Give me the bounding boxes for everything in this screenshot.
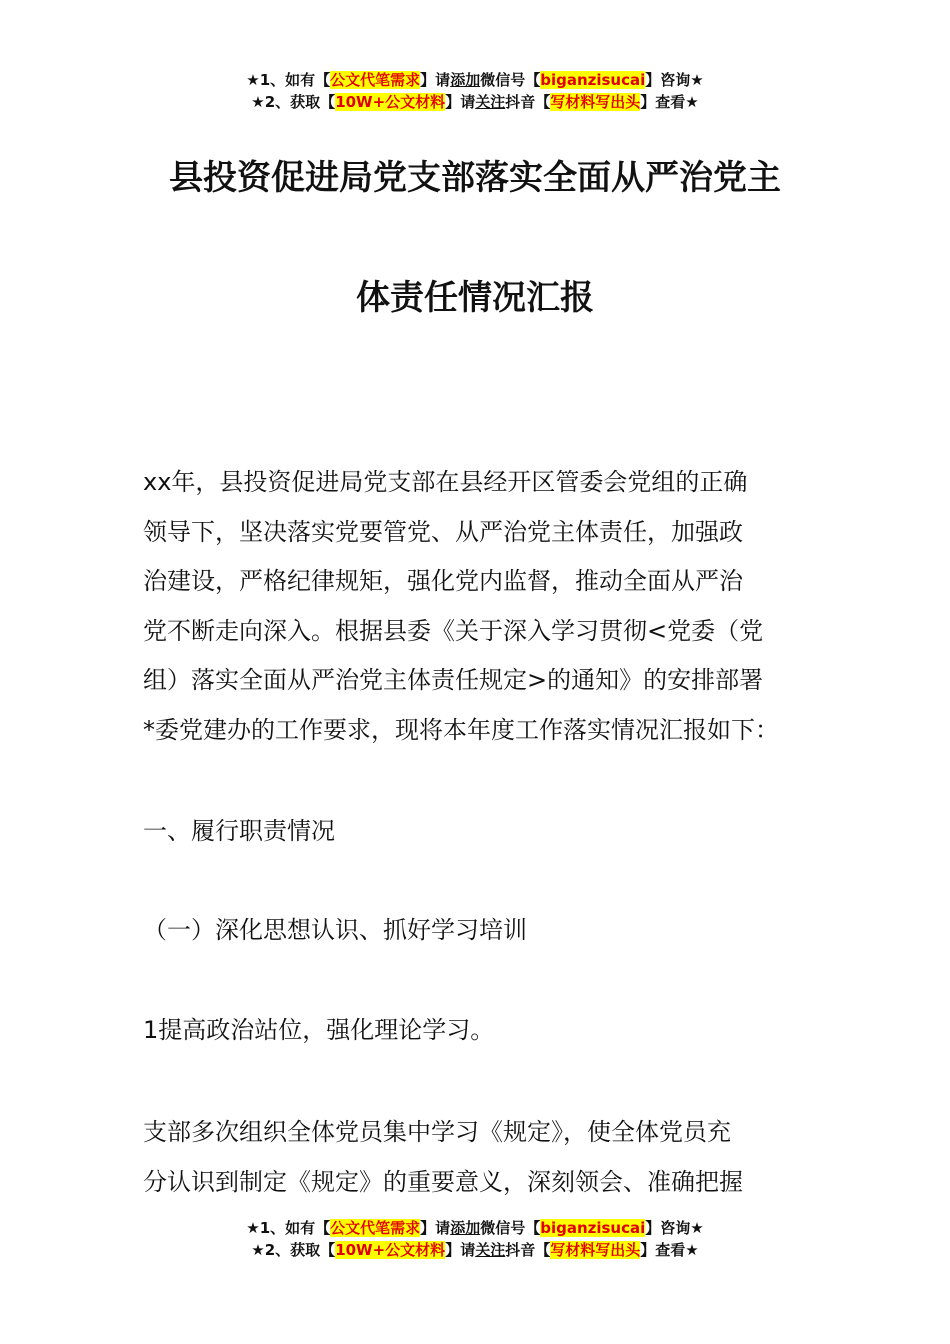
paragraph-line: 党不断走向深入。根据县委《关于深入学习贯彻<党委（党: [143, 616, 764, 645]
banner-highlight: 写材料写出头: [550, 93, 641, 111]
banner-text: ★2、获取【: [251, 93, 336, 111]
banner-underlined: 添加: [450, 71, 481, 89]
banner-text: 】请: [445, 1241, 476, 1259]
section-heading: 一、履行职责情况: [143, 817, 335, 845]
banner-text: 】查看★: [640, 93, 699, 111]
intro-paragraph: [143, 458, 813, 756]
banner-text: 】请: [420, 1219, 451, 1237]
banner-underlined: 添加: [450, 1219, 481, 1237]
document-title-line-1: 县投资促进局党支部落实全面从严治党主: [169, 158, 781, 198]
banner-text: 抖音【: [505, 93, 551, 111]
banner-underlined: 关注: [475, 1241, 506, 1259]
item-heading: 1提高政治站位，强化理论学习。: [143, 1016, 495, 1044]
footer-banner: [0, 1217, 950, 1261]
banner-text: 】咨询★: [645, 1219, 704, 1237]
banner-text: 微信号【: [480, 71, 541, 89]
banner-highlight: 10W+公文材料: [335, 93, 446, 111]
banner-highlight: biganzisucai: [540, 1219, 646, 1237]
paragraph-line: 分认识到制定《规定》的重要意义，深刻领会、准确把握: [143, 1167, 743, 1196]
banner-highlight: 公文代笔需求: [330, 1219, 421, 1237]
banner-text: 】查看★: [640, 1241, 699, 1259]
banner-highlight: 10W+公文材料: [335, 1241, 446, 1259]
banner-line-2: [0, 1239, 950, 1261]
paragraph-line: 领导下，坚决落实党要管党、从严治党主体责任，加强政: [143, 517, 743, 546]
banner-text: 微信号【: [480, 1219, 541, 1237]
paragraph-line: 组）落实全面从严治党主体责任规定>的通知》的安排部署: [143, 666, 764, 695]
banner-line-1: [0, 1217, 950, 1239]
paragraph-line: 支部多次组织全体党员集中学习《规定》，使全体党员充: [143, 1118, 731, 1146]
body-paragraph: [143, 1108, 813, 1207]
banner-highlight: 公文代笔需求: [330, 71, 421, 89]
banner-highlight: biganzisucai: [540, 71, 646, 89]
banner-text: ★1、如有【: [246, 1219, 331, 1237]
paragraph-line: *委党建办的工作要求，现将本年度工作落实情况汇报如下：: [143, 715, 779, 744]
banner-line-2: [0, 91, 950, 113]
banner-text: 抖音【: [505, 1241, 551, 1259]
banner-text: ★1、如有【: [246, 71, 331, 89]
banner-highlight: 写材料写出头: [550, 1241, 641, 1259]
banner-underlined: 关注: [475, 93, 506, 111]
paragraph-line: 治建设，严格纪律规矩，强化党内监督，推动全面从严治: [143, 567, 743, 596]
banner-text: 】请: [420, 71, 451, 89]
paragraph-line: xx年，县投资促进局党支部在县经开区管委会党组的正确: [143, 468, 748, 496]
banner-line-1: [0, 69, 950, 91]
subsection-heading: （一）深化思想认识、抓好学习培训: [143, 916, 527, 944]
banner-text: 】请: [445, 93, 476, 111]
header-banner: [0, 69, 950, 113]
banner-text: ★2、获取【: [251, 1241, 336, 1259]
banner-text: 】咨询★: [645, 71, 704, 89]
document-title-line-2: 体责任情况汇报: [356, 278, 594, 318]
